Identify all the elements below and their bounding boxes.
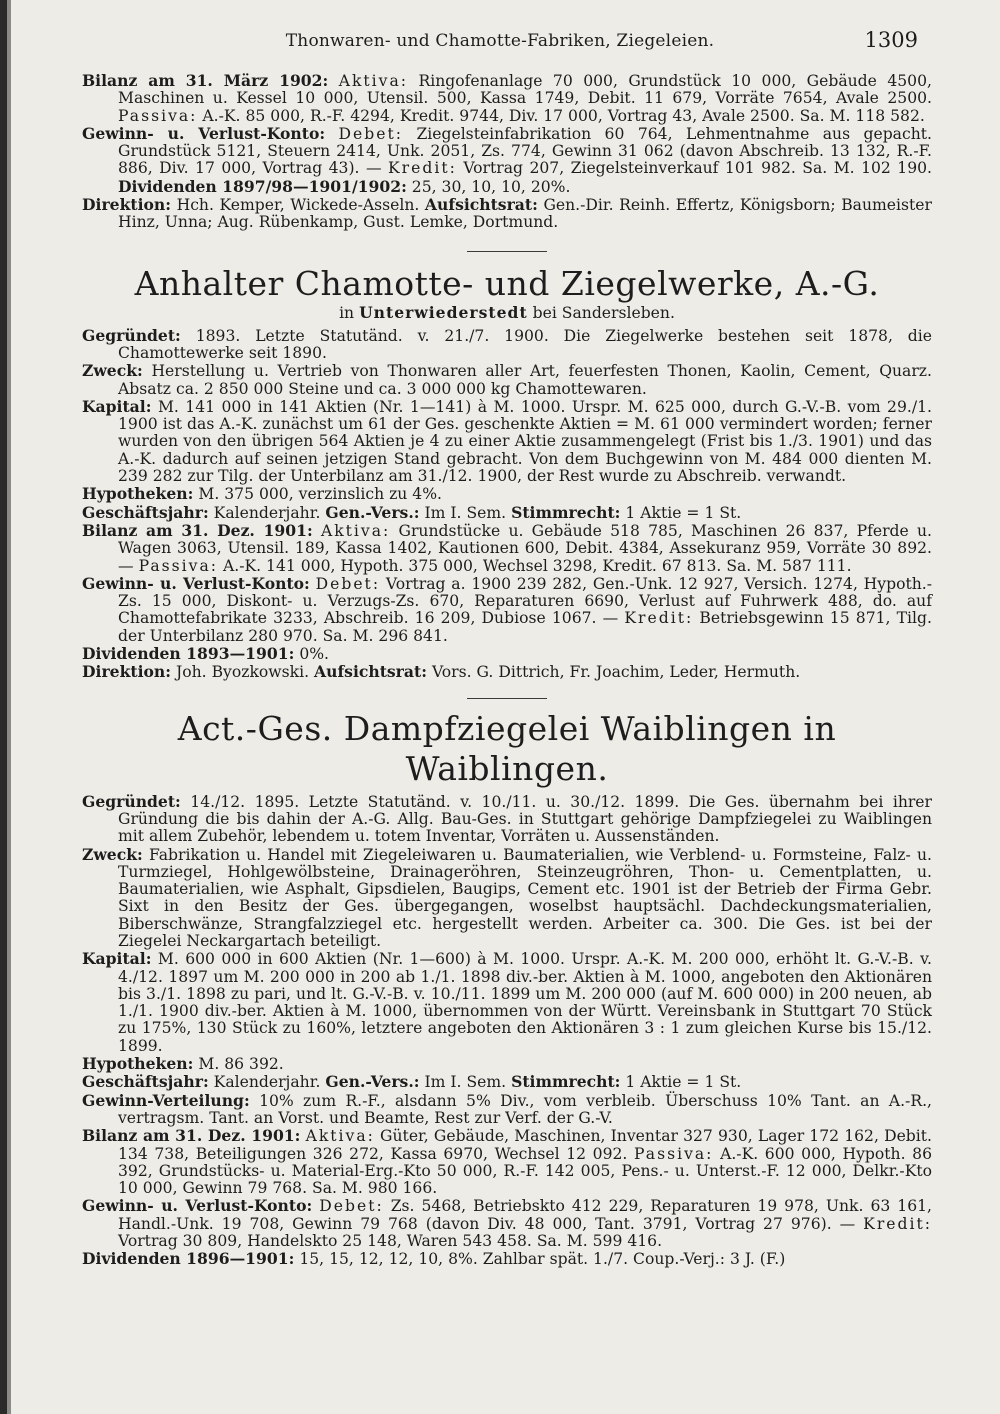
gewinn-verteilung-entry: Gewinn-Verteilung: 10% zum R.-F., alsdann 5% Div., vom verbleib. Überschuss 10% Tant. an A.-R., vertragsm. Tant. an Vorst. und Beamte, Rest zur Verf. der G.-V. bbox=[82, 1090, 932, 1127]
dividenden-entry: Dividenden 1896—1901: 15, 15, 12, 12, 10, 8%. Zahlbar spät. 1./7. Coup.-Verj.: 3 J. (F.) bbox=[82, 1249, 786, 1269]
dividenden-entry: Dividenden 1893—1901: 0%. bbox=[82, 644, 330, 664]
bilanz-entry: Bilanz am 31. Dez. 1901: Aktiva: Güter, Gebäude, Maschinen, Inventar 327 930, Lager 172 162, Debit. 134 738, Beteiligungen 326 272, Kassa 6970, Wechsel 12 092. Passiva: A.-K. 600 000, Hypoth. 86 392, Grundstücks- u. Material-Erg.-Kto 50 000, R.-F. 142 005, Pens.- u. Unterst.-F. 12 000, Delkr.-Kto 10 000, Gewinn 79 768. Sa. M. 980 166. bbox=[82, 1126, 932, 1198]
page-number: 1309 bbox=[864, 28, 918, 52]
company-location: in Unterwiederstedt bei Sandersleben. bbox=[339, 302, 675, 322]
bilanz-entry: Bilanz am 31. März 1902: Aktiva: Ringofenanlage 70 000, Grundstück 10 000, Gebäude 4500, Maschinen u. Kessel 10 000, Utensil. 500, Kassa 1749, Debit. 11 679, Vorräte 7654, Avale 2500. Passiva: A.-K. 85 000, R.-F. 4294, Kredit. 9744, Div. 17 000, Vortrag 43, Avale 2500. Sa. M. 118 582. bbox=[82, 71, 932, 125]
geschaeftsjahr-entry: Geschäftsjahr: Kalenderjahr. Gen.-Vers.: Im I. Sem. Stimmrecht: 1 Aktie = 1 St. bbox=[82, 1072, 742, 1092]
gegruendet-entry: Gegründet: 1893. Letzte Statutänd. v. 21./7. 1900. Die Ziegelwerke bestehen seit 1878, die Chamottewerke seit 1890. bbox=[82, 325, 932, 362]
guv-entry: Gewinn- u. Verlust-Konto: Debet: Zs. 5468, Betriebskto 412 229, Reparaturen 19 978, Unk. 63 161, Handl.-Unk. 19 708, Gewinn 79 768 (davon Div. 48 000, Tant. 3791, Vortrag 27 976). — Kredit: Vortrag 30 809, Handelskto 25 148, Waren 543 458. Sa. M. 599 416. bbox=[82, 1196, 932, 1251]
page-binding-edge bbox=[0, 0, 7, 1414]
bilanz-entry: Bilanz am 31. Dez. 1901: Aktiva: Grundstücke u. Gebäude 518 785, Maschinen 26 837, Pferde u. Wagen 3063, Utensil. 189, Kassa 1402, Kautionen 600, Debit. 4384, Assekuranz 959, Vorräte 30 892. — Passiva: A.-K. 141 000, Hypoth. 375 000, Wechsel 3298, Kredit. 67 813. Sa. M. 587 111. bbox=[82, 520, 932, 575]
gegruendet-entry: Gegründet: 14./12. 1895. Letzte Statutänd. v. 10./11. u. 30./12. 1899. Die Ges. übernahm bei ihrer Gründung die bis dahin der A.-G. Allg. Bau-Ges. in Stuttgart gehörige Dampfziegelei zu Waiblingen mit allem Zubehör, lebendem u. totem Inventar, Vorräten u. Aussenständen. bbox=[82, 791, 932, 846]
zweck-entry: Zweck: Herstellung u. Vertrieb von Thonwaren aller Art, feuerfesten Thonen, Kaolin, Cement, Quarz. Absatz ca. 2 850 000 Steine und ca. 3 000 000 kg Chamottewaren. bbox=[82, 361, 932, 398]
running-title: Thonwaren- und Chamotte-Fabriken, Ziegeleien. bbox=[285, 31, 715, 51]
direktion-entry: Direktion: Hch. Kemper, Wickede-Asseln. Aufsichtsrat: Gen.-Dir. Reinh. Effertz, Königsborn; Baumeister Hinz, Unna; Aug. Rübenkamp, Gust. Lemke, Dortmund. bbox=[82, 195, 932, 232]
company-title: Act.-Ges. Dampfziegelei Waiblingen in Waiblingen. bbox=[177, 708, 837, 788]
guv-entry: Gewinn- u. Verlust-Konto: Debet: Ziegelsteinfabrikation 60 764, Lehmentnahme aus gepacht. Grundstück 5121, Steuern 2414, Unk. 2051, Zs. 774, Gewinn 31 062 (davon Abschreib. 13 132, R.-F. 886, Div. 17 000, Vortrag 43). — Kredit: Vortrag 207, Ziegelsteinverkauf 101 982. Sa. M. 102 190. Dividenden 1897/98—1901/1902: 25, 30, 10, 10, 20%. bbox=[82, 123, 933, 196]
zweck-entry: Zweck: Fabrikation u. Handel mit Ziegeleiwaren u. Baumaterialien, wie Verblend- u. Formsteine, Falz- u. Turmziegel, Hohlgewölbsteine, Drainageröhren, Steinzeugröhren, Thon- u. Cementplatten, u. Baumaterialien, wie Asphalt, Gipsdielen, Baugips, Cement etc. 1901 ist der Betrieb der Firma Gebr. Sixt in den Besitz der Ges. übergegangen, woselbst hauptsächl. Dachdeckungsmaterialien, Biberschwänze, Strangfalzziegel etc. hergestellt werden. Arbeiter ca. 300. Die Ges. ist bei der Ziegelei Neckargartach beteiligt. bbox=[82, 844, 932, 950]
running-header bbox=[0, 28, 1000, 56]
kapital-entry: Kapital: M. 141 000 in 141 Aktien (Nr. 1—141) à M. 1000. Urspr. M. 625 000, durch G.-V.-B. vom 29./1. 1900 ist das A.-K. zunächst um 61 der Ges. geschenkte Aktien = M. 61 000 vermindert worden; ferner wurden von den übrigen 564 Aktien je 4 zu einer Aktie zusammengelegt (Frist bis 1./3. 1901) und das A.-K. dadurch auf seinen jetzigen Stand gebracht. Von dem Buchgewinn von M. 484 000 dienten M. 239 282 zur Tilg. der Unterbilanz am 31./12. 1900, der Rest wurde zu Abschreib. verwandt. bbox=[82, 396, 932, 486]
hypotheken-entry: Hypotheken: M. 375 000, verzinslich zu 4%. bbox=[82, 484, 442, 504]
direktion-entry: Direktion: Joh. Byozkowski. Aufsichtsrat: Vors. G. Dittrich, Fr. Joachim, Leder, Hermuth. bbox=[82, 662, 801, 682]
guv-entry: Gewinn- u. Verlust-Konto: Debet: Vortrag a. 1900 239 282, Gen.-Unk. 12 927, Versich. 1274, Hypoth.-Zs. 15 000, Diskont- u. Verzugs-Zs. 670, Reparaturen 6690, Verlust auf Fuhrwerk 488, do. auf Chamottefabrikate 3233, Abschreib. 16 209, Dubiose 1067. — Kredit: Betriebsgewinn 15 871, Tilg. der Unterbilanz 280 970. Sa. M. 296 841. bbox=[82, 573, 932, 645]
page-text bbox=[82, 72, 932, 1269]
hypotheken-entry: Hypotheken: M. 86 392. bbox=[82, 1054, 284, 1074]
geschaeftsjahr-entry: Geschäftsjahr: Kalenderjahr. Gen.-Vers.: Im I. Sem. Stimmrecht: 1 Aktie = 1 St. bbox=[82, 502, 742, 522]
page-shadow-edge bbox=[7, 0, 11, 1414]
company-title: Anhalter Chamotte- und Ziegelwerke, A.-G. bbox=[134, 263, 880, 303]
kapital-entry: Kapital: M. 600 000 in 600 Aktien (Nr. 1—600) à M. 1000. Urspr. A.-K. M. 200 000, erhöht lt. G.-V.-B. v. 4./12. 1897 um M. 200 000 in 200 ab 1./1. 1898 div.-ber. Aktien à M. 1000, angeboten den Aktionären bis 3./1. 1898 zu pari, und lt. G.-V.-B. v. 10./11. 1899 um M. 200 000 (auf M. 600 000) in 200 neuen, ab 1./1. 1900 div.-ber. Aktien à M. 1000, übernommen von der Württ. Vereinsbank in Stuttgart 70 Stück zu 175%, 130 Stück zu 160%, letztere angeboten den Aktionären 3 : 1 zum gleichen Kurse bis 15./12. 1899. bbox=[82, 949, 932, 1055]
